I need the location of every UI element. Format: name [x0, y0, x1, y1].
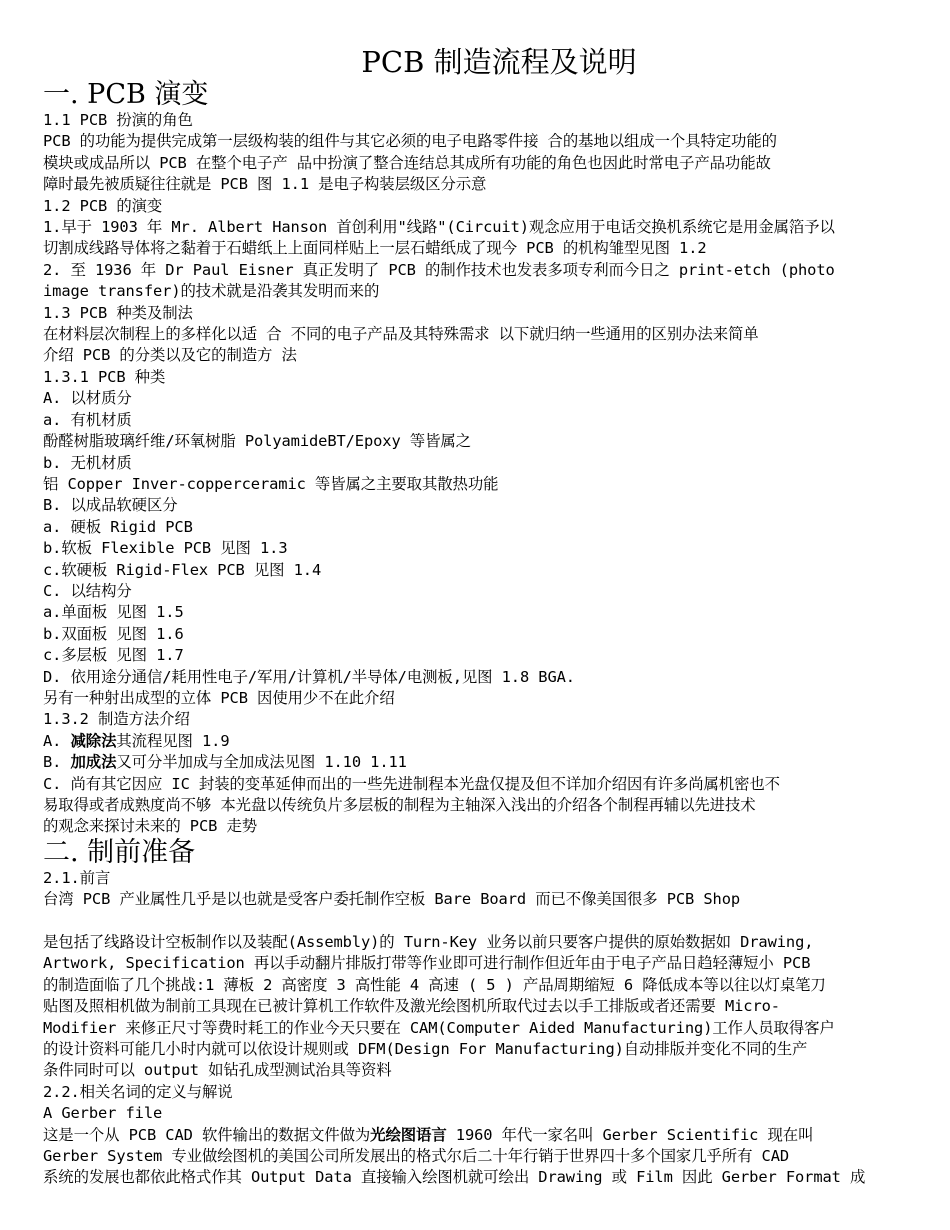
paragraph-line: 在材料层次制程上的多样化以适 合 不同的电子产品及其特殊需求 以下就归纳一些通用的区别办法来简单	[43, 325, 759, 344]
list-item: c.多层板 见图 1.7	[43, 646, 184, 665]
paragraph-line: Gerber System 专业做绘图机的美国公司所发展出的格式尔后二十年行销于世界四十多个国家几乎所有 CAD	[43, 1147, 790, 1166]
paragraph-line: 台湾 PCB 产业属性几乎是以也就是受客户委托制作空板 Bare Board 而已不像美国很多 PCB Shop	[43, 890, 741, 909]
paragraph-line: image transfer)的技术就是沿袭其发明而来的	[43, 282, 380, 301]
subsection-1-2: 1.2 PCB 的演变	[43, 196, 163, 215]
list-item: 铝 Copper Inver-copperceramic 等皆属之主要取其散热功能	[43, 474, 499, 493]
list-item: D. 依用途分通信/耗用性电子/军用/计算机/半导体/电测板,见图 1.8 BGA.	[43, 667, 575, 686]
blank-line	[43, 911, 930, 932]
list-item	[43, 752, 930, 773]
subsection-1-3-1: 1.3.1 PCB 种类	[43, 367, 166, 386]
paragraph-line: 切割成线路导体将之黏着于石蜡纸上上面同样贴上一层石蜡纸成了现今 PCB 的机构雏型见图 1.2	[43, 239, 707, 258]
list-item: A. 以材质分	[43, 389, 132, 408]
text-run: 这是一个从 PCB CAD 软件输出的数据文件做为	[43, 1125, 371, 1144]
paragraph-line: Artwork, Specification 再以手动翻片排版打带等作业即可进行制作但近年由于电子产品日趋轻薄短小 PCB	[43, 954, 811, 973]
paragraph-line: 1.早于 1903 年 Mr. Albert Hanson 首创利用"线路"(Circuit)观念应用于电话交换机系统它是用金属箔予以	[43, 218, 835, 237]
paragraph-line: 的观念来探讨未来的 PCB 走势	[43, 817, 258, 836]
paragraph-line: 的设计资料可能几小时内就可以依设计规则或 DFM(Design For Manufacturing)自动排版并变化不同的生产	[43, 1040, 808, 1059]
list-item: a.单面板 见图 1.5	[43, 603, 184, 622]
paragraph-line: 2. 至 1936 年 Dr Paul Eisner 真正发明了 PCB 的制作技术也发表多项专利而今日之 print-etch (photo	[43, 260, 835, 279]
paragraph-line: Modifier 来修正尺寸等费时耗工的作业今天只要在 CAM(Computer Aided Manufacturing)工作人员取得客户	[43, 1018, 835, 1037]
paragraph-line: 是包括了线路设计空板制作以及装配(Assembly)的 Turn-Key 业务以前只要客户提供的原始数据如 Drawing,	[43, 933, 814, 952]
subsection-2-1: 2.1.前言	[43, 868, 111, 887]
bold-term: 减除法	[70, 731, 117, 750]
paragraph-line: 模块或成品所以 PCB 在整个电子产 品中扮演了整合连结总其成所有功能的角色也因此时常电子产品功能故	[43, 153, 771, 172]
list-marker: A.	[43, 731, 71, 750]
list-item: b. 无机材质	[43, 453, 132, 472]
paragraph-line: 障时最先被质疑往往就是 PCB 图 1.1 是电子构装层级区分示意	[43, 175, 487, 194]
text-run: 1960 年代一家名叫 Gerber Scientific 现在叫	[446, 1125, 814, 1144]
list-item: a. 硬板 Rigid PCB	[43, 517, 193, 536]
list-item: 酚醛树脂玻璃纤维/环氧树脂 PolyamideBT/Epoxy 等皆属之	[43, 432, 471, 451]
paragraph-line: 条件同时可以 output 如钻孔成型测试治具等资料	[43, 1061, 392, 1080]
paragraph-line: PCB 的功能为提供完成第一层级构装的组件与其它必须的电子电路零件接 合的基地以组成一个具特定功能的	[43, 132, 777, 151]
paragraph-line: 系统的发展也都依此格式作其 Output Data 直接输入绘图机就可绘出 Drawing 或 Film 因此 Gerber Format 成	[43, 1168, 866, 1187]
paragraph-line: C. 尚有其它因应 IC 封装的变革延伸而出的一些先进制程本光盘仅提及但不详加介绍因有许多尚属机密也不	[43, 774, 780, 793]
list-text: 又可分半加成与全加成法见图 1.10 1.11	[116, 753, 407, 772]
list-item: a. 有机材质	[43, 410, 132, 429]
paragraph-line: 的制造面临了几个挑战:1 薄板 2 高密度 3 高性能 4 高速 ( 5 ) 产品周期缩短 6 降低成本等以往以灯桌笔刀	[43, 975, 826, 994]
paragraph-line: 另有一种射出成型的立体 PCB 因使用少不在此介绍	[43, 688, 395, 707]
paragraph-line: 贴图及照相机做为制前工具现在已被计算机工作软件及激光绘图机所取代过去以手工排版或者还需要 Micro-	[43, 997, 780, 1016]
list-item: b.软板 Flexible PCB 见图 1.3	[43, 539, 288, 558]
subsection-1-3: 1.3 PCB 种类及制法	[43, 303, 193, 322]
list-marker: B.	[43, 753, 71, 772]
subsection-1-1: 1.1 PCB 扮演的角色	[43, 111, 193, 129]
document-title: PCB 制造流程及说明	[361, 45, 637, 79]
paragraph-line	[43, 1125, 930, 1146]
subsection-1-3-2: 1.3.2 制造方法介绍	[43, 710, 190, 729]
term-heading: A Gerber file	[43, 1104, 163, 1123]
list-item: B. 以成品软硬区分	[43, 496, 178, 515]
list-item: C. 以结构分	[43, 581, 132, 600]
bold-term: 光绘图语言	[370, 1125, 447, 1144]
list-item: b.双面板 见图 1.6	[43, 624, 184, 643]
list-item: c.软硬板 Rigid-Flex PCB 见图 1.4	[43, 560, 322, 579]
list-text: 其流程见图 1.9	[116, 731, 230, 750]
section-2-heading: 二. 制前准备	[43, 836, 196, 868]
subsection-2-2: 2.2.相关名词的定义与解说	[43, 1082, 233, 1101]
bold-term: 加成法	[70, 753, 117, 772]
paragraph-line: 易取得或者成熟度尚不够 本光盘以传统负片多层板的制程为主轴深入浅出的介绍各个制程再辅以先进技术	[43, 796, 756, 814]
section-1-heading: 一. PCB 演变	[43, 79, 209, 110]
list-item	[43, 731, 930, 752]
paragraph-line: 介绍 PCB 的分类以及它的制造方 法	[43, 346, 297, 365]
